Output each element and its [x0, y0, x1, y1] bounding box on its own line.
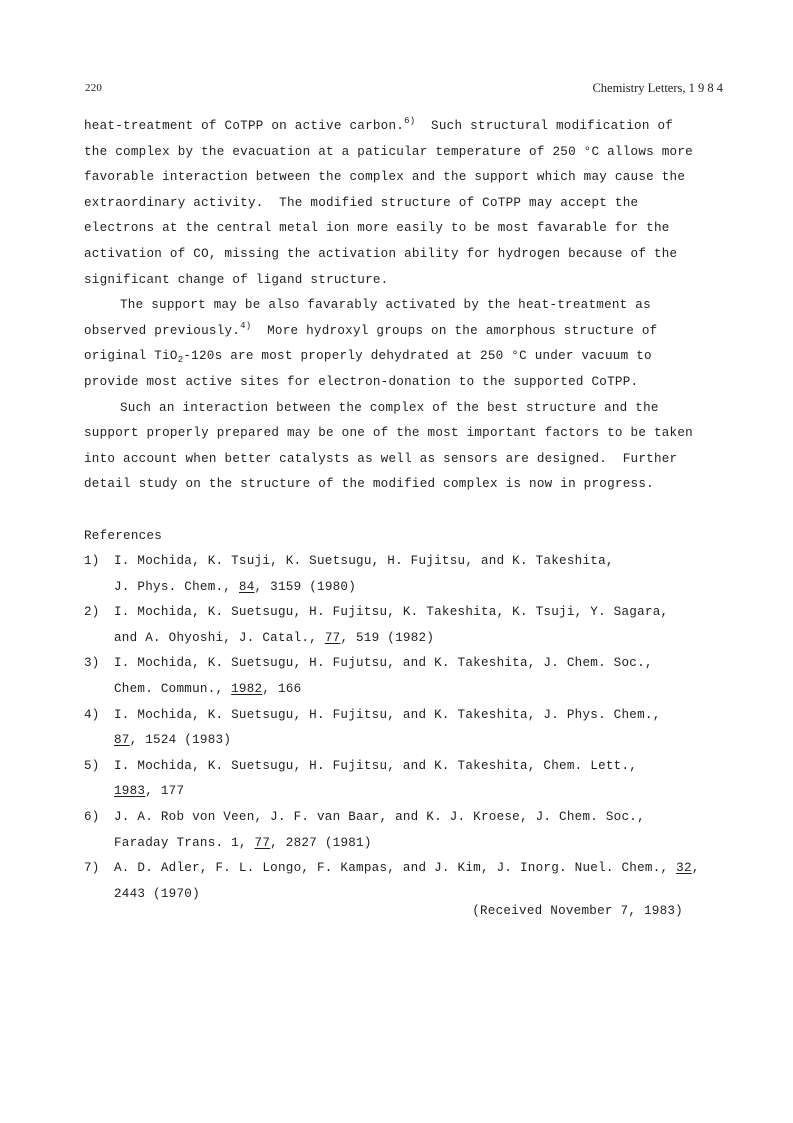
- text-line: [84, 728, 714, 754]
- text-span: ,: [691, 861, 700, 876]
- volume-number: 1983: [114, 784, 146, 799]
- page-header: [0, 0, 793, 120]
- reference-item: [84, 651, 714, 702]
- paragraph-3: [84, 396, 714, 498]
- text-line: support properly prepared may be one of the most important factors to be taken: [84, 426, 693, 441]
- text-span: observed previously.: [84, 323, 241, 338]
- text-line: electrons at the central metal ion more easily to be most favarable for the: [84, 221, 670, 236]
- reference-item: [84, 703, 714, 754]
- text-line: [84, 344, 714, 370]
- paragraph-2: [84, 293, 714, 395]
- running-title: Chemistry Letters, 1 9 8 4: [592, 81, 723, 95]
- page-number: 220: [85, 82, 103, 94]
- text-span: Such structural modification of: [415, 119, 674, 133]
- spacer: [84, 498, 714, 524]
- text-line: detail study on the structure of the modified complex is now in progress.: [84, 477, 654, 492]
- text-line: [84, 549, 714, 575]
- text-line: [84, 703, 714, 729]
- text-span: , 1524 (1983): [129, 733, 232, 748]
- text-line: [84, 651, 714, 677]
- text-span: original TiO: [84, 349, 178, 364]
- text-span: J. A. Rob von Veen, J. F. van Baar, and K. J. Kroese, J. Chem. Soc.,: [114, 810, 645, 825]
- text-span: I. Mochida, K. Suetsugu, H. Fujitsu, K. Takeshita, K. Tsuji, Y. Sagara,: [114, 605, 669, 620]
- text-line: [84, 831, 714, 857]
- reference-item: [84, 805, 714, 856]
- reference-item: [84, 600, 714, 651]
- text-span: , 2827 (1981): [270, 835, 372, 850]
- text-line: the complex by the evacuation at a paticular temperature of 250 °C allows more: [84, 144, 693, 159]
- text-line: [84, 600, 714, 626]
- text-span: heat-treatment of CoTPP on active carbon.: [84, 119, 405, 133]
- text-line: [84, 805, 714, 831]
- volume-number: 1982: [231, 682, 263, 697]
- text-span: More hydroxyl groups on the amorphous structure of: [251, 323, 658, 338]
- volume-number: 77: [324, 630, 341, 645]
- references-section: [84, 524, 714, 908]
- received-date: (Received November 7, 1983): [472, 904, 683, 918]
- article-body: [84, 114, 714, 907]
- text-line: into account when better catalysts as well as sensors are designed. Further: [84, 451, 678, 466]
- reference-item: [84, 549, 714, 600]
- volume-number: 32: [676, 861, 692, 876]
- reference-number: 5): [84, 758, 100, 773]
- text-line: [84, 754, 714, 780]
- subscript: 2: [177, 355, 184, 366]
- text-span: A. D. Adler, F. L. Longo, F. Kampas, and J. Kim, J. Inorg. Nuel. Chem.,: [114, 861, 677, 876]
- text-span: I. Mochida, K. Tsuji, K. Suetsugu, H. Fujitsu, and K. Takeshita,: [114, 554, 614, 569]
- text-span: -120s are most properly dehydrated at 250 °C under vacuum to: [183, 349, 652, 364]
- text-line: provide most active sites for electron-donation to the supported CoTPP.: [84, 374, 639, 389]
- text-line: 2443 (1970): [114, 886, 200, 901]
- reference-item: [84, 754, 714, 805]
- text-line: [84, 856, 714, 882]
- volume-number: 84: [238, 579, 255, 594]
- text-line: Such an interaction between the complex of the best structure and the: [120, 400, 659, 415]
- text-span: , 177: [145, 784, 185, 799]
- paragraph-1: [84, 114, 714, 293]
- text-span: I. Mochida, K. Suetsugu, H. Fujutsu, and K. Takeshita, J. Chem. Soc.,: [114, 656, 653, 671]
- citation-ref: 4): [240, 320, 252, 331]
- reference-number: 4): [84, 707, 100, 722]
- text-line: activation of CO, missing the activation ability for hydrogen because of the: [84, 246, 678, 261]
- text-line: significant change of ligand structure.: [84, 272, 389, 287]
- text-line: [84, 319, 714, 345]
- text-span: Faraday Trans. 1,: [114, 835, 255, 850]
- reference-number: 6): [84, 810, 100, 825]
- text-span: and A. Ohyoshi, J. Catal.,: [114, 630, 325, 645]
- text-line: extraordinary activity. The modified structure of CoTPP may accept the: [84, 195, 639, 210]
- text-line: [84, 779, 714, 805]
- citation-ref: 6): [404, 116, 416, 126]
- text-line: favorable interaction between the complex and the support which may cause the: [84, 170, 686, 185]
- text-span: I. Mochida, K. Suetsugu, H. Fujitsu, and K. Takeshita, J. Phys. Chem.,: [114, 707, 661, 722]
- reference-number: 2): [84, 605, 100, 620]
- text-span: I. Mochida, K. Suetsugu, H. Fujitsu, and K. Takeshita, Chem. Lett.,: [114, 758, 638, 773]
- text-span: , 3159 (1980): [254, 579, 357, 594]
- reference-number: 7): [84, 861, 100, 876]
- reference-number: 1): [84, 554, 100, 569]
- text-line: [84, 575, 714, 601]
- text-line: [84, 677, 714, 703]
- reference-number: 3): [84, 656, 100, 671]
- text-span: , 166: [262, 682, 302, 697]
- text-span: J. Phys. Chem.,: [114, 579, 239, 594]
- text-line: [84, 114, 714, 140]
- references-heading: References: [84, 528, 163, 543]
- text-line: [84, 626, 714, 652]
- volume-number: 77: [254, 835, 271, 850]
- volume-number: 87: [114, 733, 130, 748]
- reference-item: [84, 856, 714, 907]
- text-line: The support may be also favarably activated by the heat-treatment as: [120, 298, 651, 313]
- text-span: , 519 (1982): [340, 630, 435, 645]
- text-span: Chem. Commun.,: [114, 682, 232, 697]
